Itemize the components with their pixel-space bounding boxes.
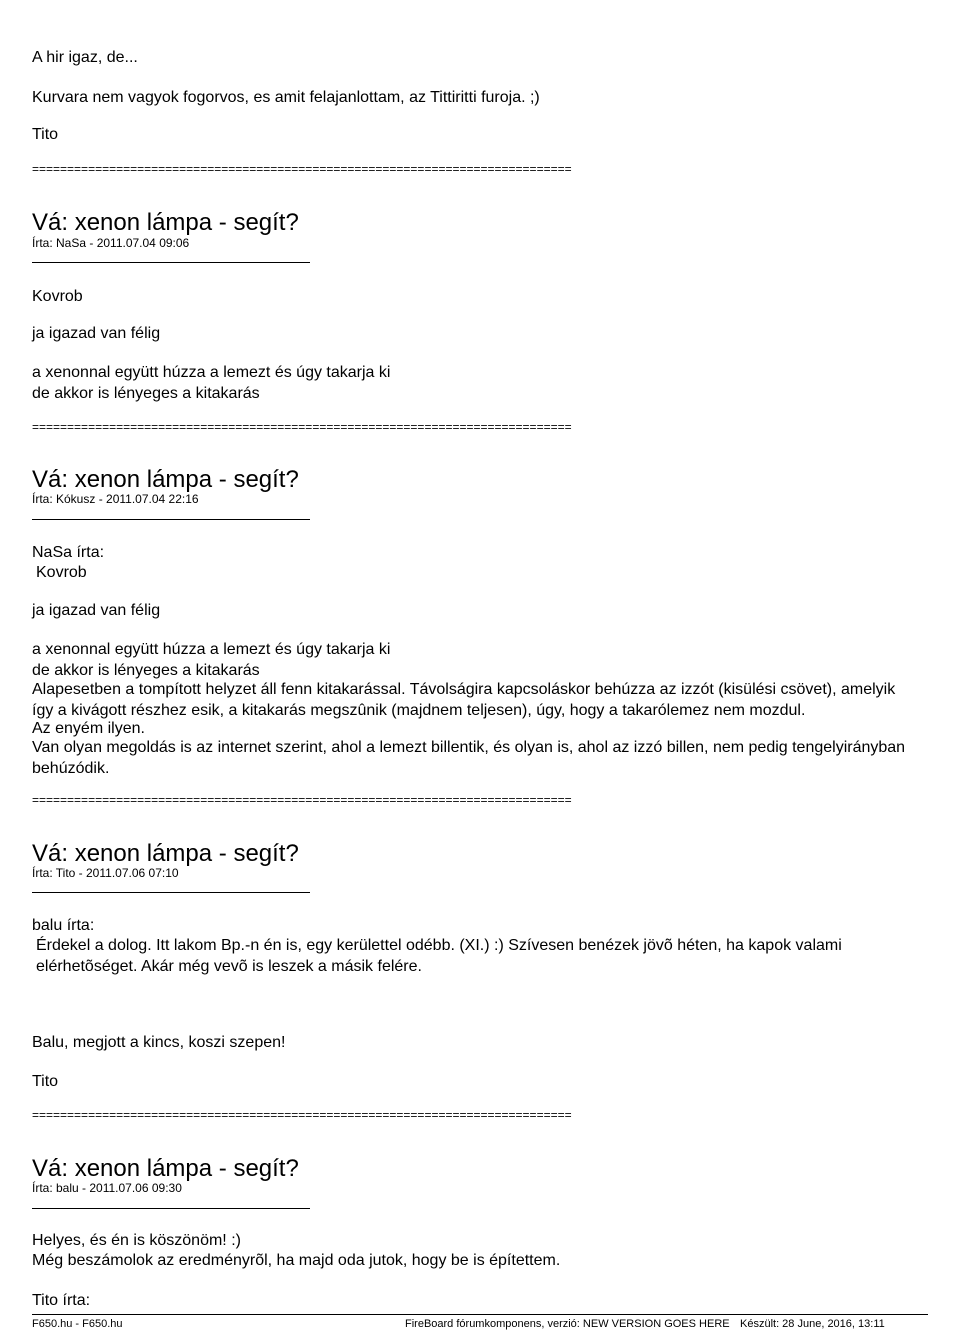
footer-component: FireBoard fórumkomponens, verzió: NEW VERSION GOES HERE [405,1318,730,1330]
footer-rule [32,1314,928,1315]
post-rule [32,1208,310,1209]
quote-header: NaSa írta: [32,544,105,561]
quote-header: balu írta: [32,917,95,934]
post-meta: Írta: balu - 2011.07.06 09:30 [32,1181,182,1195]
signature: Tito [32,1073,59,1090]
post-line: Az enyém ilyen. [32,720,145,737]
post-line: Még beszámolok az eredményrõl, ha majd oda jutok, hogy be is építettem. [32,1252,561,1269]
post-line: Kovrob [32,288,83,305]
separator: ============================================================================= [32,1108,572,1122]
post-line: ja igazad van félig [32,325,161,342]
post-rule [32,892,310,893]
post-line: de akkor is lényeges a kitakarás [32,385,260,402]
post-rule [32,519,310,520]
post-title: Vá: xenon lámpa - segít? [32,840,299,867]
quote-line: a xenonnal együtt húzza a lemezt és úgy takarja ki [32,641,391,658]
post-rule [32,262,310,263]
quote-line: ja igazad van félig [32,602,161,619]
intro-line: A hir igaz, de... [32,49,138,66]
post-meta: Írta: Tito - 2011.07.06 07:10 [32,866,179,880]
post-meta: Írta: Kókusz - 2011.07.04 22:16 [32,492,199,506]
post-title: Vá: xenon lámpa - segít? [32,466,299,493]
separator: ============================================================================= [32,162,572,176]
post-title: Vá: xenon lámpa - segít? [32,209,299,236]
quote-line: Kovrob [36,564,87,581]
separator: ============================================================================= [32,793,572,807]
signature: Tito [32,126,59,143]
footer-site: F650.hu - F650.hu [32,1318,123,1330]
separator: ============================================================================= [32,420,572,434]
post-line: Balu, megjott a kincs, koszi szepen! [32,1034,286,1051]
post-line: a xenonnal együtt húzza a lemezt és úgy takarja ki [32,364,391,381]
intro-line: Kurvara nem vagyok fogorvos, es amit felajanlottam, az Tittiritti furoja. ;) [32,89,540,106]
post-title: Vá: xenon lámpa - segít? [32,1155,299,1182]
quote-line: de akkor is lényeges a kitakarás [32,662,260,679]
post-paragraph: Alapesetben a tompított helyzet áll fenn kitakarással. Távolságira kapcsoláskor behúzza az izzót (kisülési csövet), amelyik így a kivágott részhez esik, a kitakarás megszûnik (majdnem teljesen), úgy, hogy a takarólemez nem mozdul. [32,681,896,719]
post-paragraph: Van olyan megoldás is az internet szerint, ahol a lemezt billentik, és olyan is, ahol az izzó billen, nem pedig tengelyirányban behúzódik. [32,739,906,777]
quote-text: Érdekel a dolog. Itt lakom Bp.-n én is, egy kerülettel odébb. (XI.) :) Szívesen benézek jövõ héten, ha kapok valami elérhetõséget. Akár még vevõ is leszek a másik felére. [36,937,842,975]
footer-generated: Készült: 28 June, 2016, 13:11 [740,1318,885,1330]
post-meta: Írta: NaSa - 2011.07.04 09:06 [32,236,190,250]
quote-header: Tito írta: [32,1292,91,1309]
post-line: Helyes, és én is köszönöm! :) [32,1232,241,1249]
